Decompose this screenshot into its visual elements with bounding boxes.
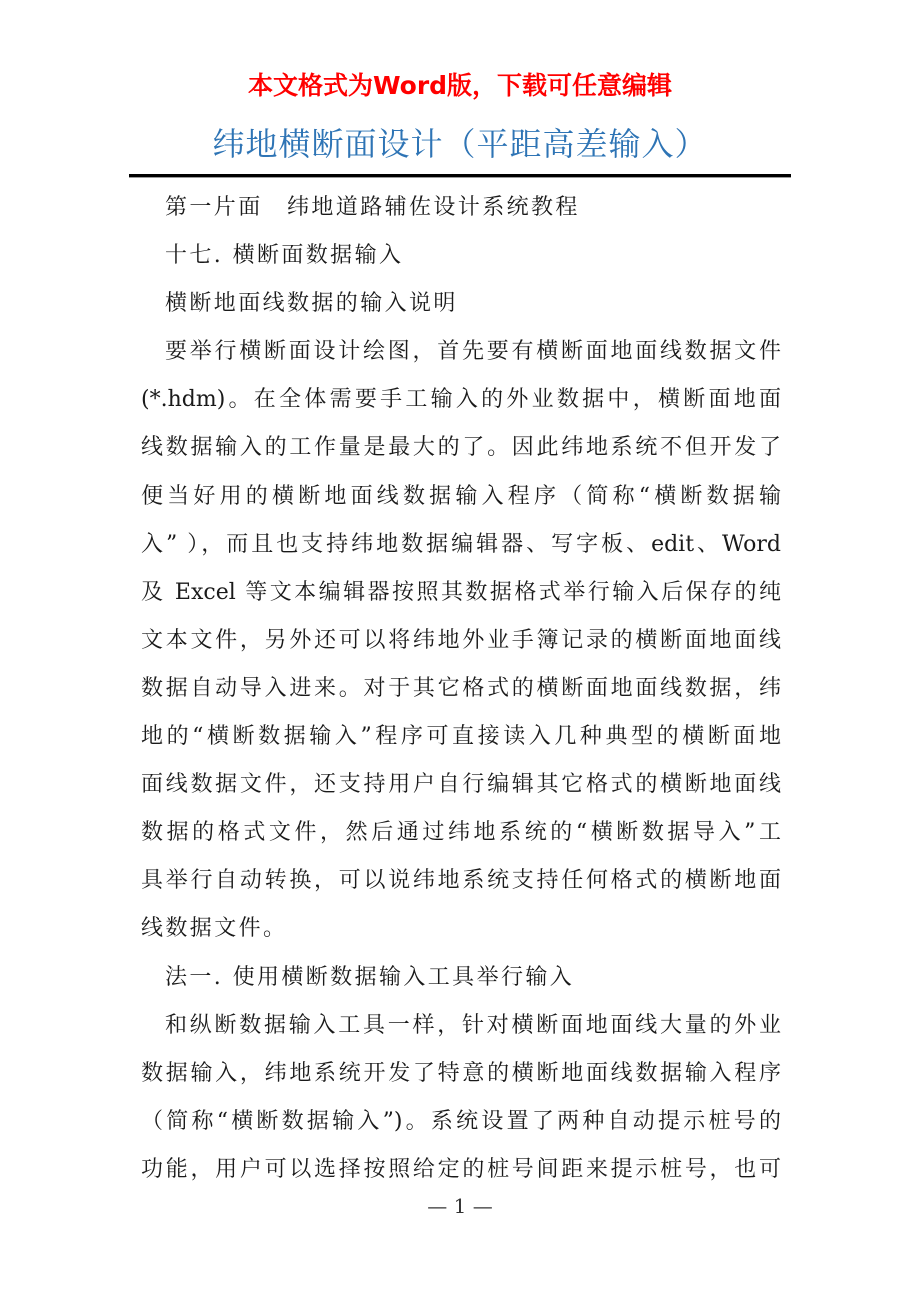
paragraph-line: 数据输入，纬地系统开发了特意的横断地面线数据输入程序 (141, 1060, 781, 1086)
paragraph-line: 具举行自动转换，可以说纬地系统支持任何格式的横断地面 (141, 868, 781, 894)
paragraph-line: 地的“横断数据输入”程序可直接读入几种典型的横断面地 (141, 724, 781, 750)
paragraph-line: 线数据文件。 (141, 916, 288, 942)
document-title: 纬地横断面设计（平距高差输入） (212, 125, 708, 163)
paragraph-line: 功能，用户可以选择按照给定的桩号间距来提示桩号，也可 (141, 1156, 781, 1182)
paragraph-line: 及 Excel 等文本编辑器按照其数据格式举行输入后保存的纯 (141, 579, 781, 605)
paragraph-line: 文本文件，另外还可以将纬地外业手簿记录的横断面地面线 (141, 627, 781, 653)
title-divider (129, 174, 791, 178)
paragraph-line: 线数据输入的工作量是最大的了。因此纬地系统不但开发了 (141, 435, 781, 461)
paragraph-line: 面线数据文件，还支持用户自行编辑其它格式的横断地面线 (141, 772, 781, 798)
paragraph-line: (*.hdm)。在全体需要手工输入的外业数据中，横断面地面 (141, 387, 781, 413)
paragraph-line: 和纵断数据输入工具一样，针对横断面地面线大量的外业 (165, 1012, 781, 1038)
paragraph-line: 数据的格式文件，然后通过纬地系统的“横断数据导入”工 (141, 820, 781, 846)
subsection-heading: 横断地面线数据的输入说明 (165, 291, 458, 317)
document-body (141, 184, 781, 1194)
paragraph-line: 要举行横断面设计绘图，首先要有横断面地面线数据文件 (165, 339, 781, 365)
section-heading: 第一片面 纬地道路辅佐设计系统教程 (165, 195, 580, 220)
method-heading: 法一. 使用横断数据输入工具举行输入 (165, 964, 575, 990)
paragraph-line: 数据自动导入进来。对于其它格式的横断面地面线数据，纬 (141, 675, 781, 701)
page-number: — 1 — (427, 1194, 493, 1218)
editable-notice-banner: 本文格式为Word版，下载可任意编辑 (247, 71, 673, 100)
chapter-heading: 十七. 横断面数据输入 (165, 243, 404, 269)
paragraph-line: （简称“横断数据输入”)。系统设置了两种自动提示桩号的 (141, 1108, 781, 1134)
paragraph-line: 便当好用的横断地面线数据输入程序（简称“横断数据输 (141, 483, 781, 509)
paragraph-line: 入” ），而且也支持纬地数据编辑器、写字板、edit、Word (141, 531, 781, 557)
